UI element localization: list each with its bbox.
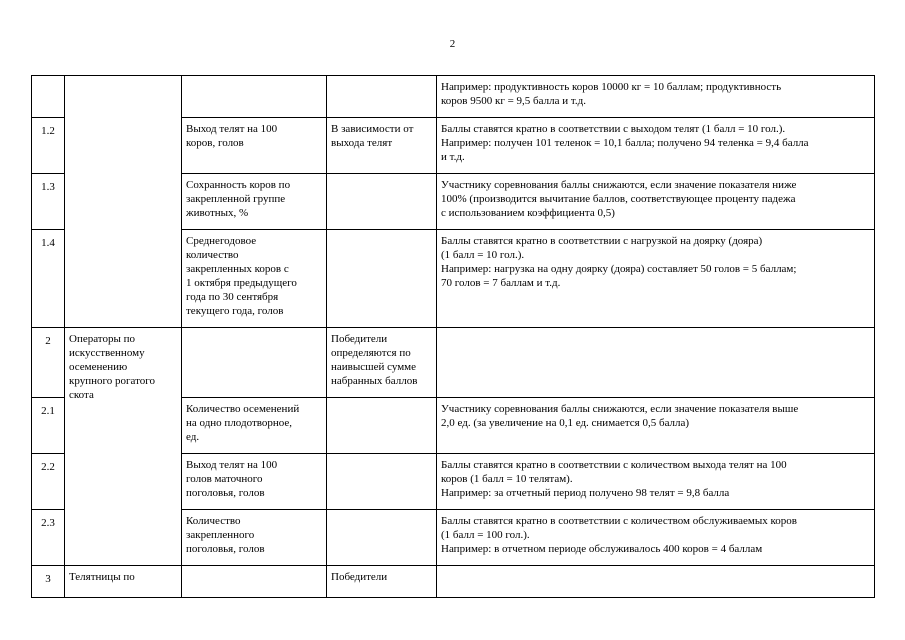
parameter-line: закрепленной группе <box>186 193 286 205</box>
note-cell <box>437 230 875 328</box>
parameter-cell <box>182 398 327 454</box>
evaluation-line: В зависимости от <box>331 123 414 135</box>
note-line: (1 балл = 10 гол.). <box>441 249 525 261</box>
parameter-line: Количество <box>186 515 241 527</box>
evaluation-line: определяются по <box>331 347 411 359</box>
evaluation-cell <box>327 230 437 328</box>
row-number-cell: 2.2 <box>32 454 65 510</box>
nomination-line: крупного рогатого <box>69 375 155 387</box>
evaluation-line: набранных баллов <box>331 375 418 387</box>
parameter-line: животных, % <box>186 207 249 219</box>
nomination-line: Операторы по <box>69 333 135 345</box>
evaluation-line: наивысшей сумме <box>331 361 417 373</box>
parameter-line: текущего года, голов <box>186 305 284 317</box>
nomination-line: скота <box>69 389 94 401</box>
note-cell <box>437 454 875 510</box>
parameter-line: года по 30 сентября <box>186 291 279 303</box>
parameter-cell <box>182 454 327 510</box>
parameter-line: Выход телят на 100 <box>186 123 278 135</box>
parameter-line: на одно плодотворное, <box>186 417 293 429</box>
row-number-cell: 2.3 <box>32 510 65 566</box>
table-row <box>32 76 875 118</box>
note-line: с использованием коэффициента 0,5) <box>441 207 615 219</box>
parameter-cell <box>182 174 327 230</box>
parameter-cell <box>182 76 327 118</box>
evaluation-cell <box>327 76 437 118</box>
evaluation-line: Победители <box>331 333 388 345</box>
table-row <box>32 328 875 398</box>
note-cell <box>437 174 875 230</box>
parameter-line: поголовья, голов <box>186 487 265 499</box>
note-line: 70 голов = 7 баллам и т.д. <box>441 277 561 289</box>
table-row <box>32 566 875 598</box>
nomination-line: Телятницы по <box>69 571 135 583</box>
evaluation-line: Победители <box>331 571 388 583</box>
parameter-cell <box>182 328 327 398</box>
note-line: Баллы ставятся кратно в соответствии с количеством выхода телят на 100 <box>441 459 787 471</box>
note-line: Например: получен 101 теленок = 10,1 балла; получено 94 теленка = 9,4 балла <box>441 137 809 149</box>
evaluation-cell <box>327 398 437 454</box>
note-cell <box>437 566 875 598</box>
note-line: Например: нагрузка на одну доярку (дояра) составляет 50 голов = 5 баллам; <box>441 263 797 275</box>
note-line: Участнику соревнования баллы снижаются, если значение показателя выше <box>441 403 799 415</box>
row-number-cell: 1.4 <box>32 230 65 328</box>
nomination-cell <box>65 566 182 598</box>
parameter-line: закрепленного <box>186 529 255 541</box>
row-number-cell: 1.2 <box>32 118 65 174</box>
note-line: Баллы ставятся кратно в соответствии с нагрузкой на доярку (дояра) <box>441 235 763 247</box>
evaluation-cell <box>327 510 437 566</box>
evaluation-cell <box>327 118 437 174</box>
parameter-line: коров, голов <box>186 137 244 149</box>
evaluation-cell <box>327 174 437 230</box>
evaluation-cell <box>327 328 437 398</box>
parameter-line: Количество осеменений <box>186 403 300 415</box>
page-number: 2 <box>449 38 456 50</box>
parameter-cell <box>182 566 327 598</box>
note-line: Например: продуктивность коров 10000 кг = 10 баллам; продуктивность <box>441 81 782 93</box>
parameter-line: количество <box>186 249 239 261</box>
parameter-cell <box>182 230 327 328</box>
note-cell <box>437 328 875 398</box>
nomination-cell <box>65 76 182 328</box>
note-line: Баллы ставятся кратно в соответствии с выходом телят (1 балл = 10 гол.). <box>441 123 786 135</box>
row-number-cell: 2.1 <box>32 398 65 454</box>
parameter-line: поголовья, голов <box>186 543 265 555</box>
note-cell <box>437 76 875 118</box>
evaluation-cell <box>327 566 437 598</box>
row-number-cell: 3 <box>32 566 65 598</box>
note-line: Например: в отчетном периоде обслуживалось 400 коров = 4 баллам <box>441 543 763 555</box>
note-line: 2,0 ед. (за увеличение на 0,1 ед. снимается 0,5 балла) <box>441 417 690 429</box>
note-line: Например: за отчетный период получено 98 телят = 9,8 балла <box>441 487 730 499</box>
criteria-table <box>31 75 875 598</box>
parameter-line: Среднегодовое <box>186 235 257 247</box>
nomination-line: осеменению <box>69 361 128 373</box>
note-line: коров 9500 кг = 9,5 балла и т.д. <box>441 95 586 107</box>
parameter-line: Сохранность коров по <box>186 179 291 191</box>
evaluation-cell <box>327 454 437 510</box>
note-cell <box>437 510 875 566</box>
parameter-line: Выход телят на 100 <box>186 459 278 471</box>
row-number-cell <box>32 76 65 118</box>
note-line: Участнику соревнования баллы снижаются, если значение показателя ниже <box>441 179 797 191</box>
note-line: Баллы ставятся кратно в соответствии с количеством обслуживаемых коров <box>441 515 797 527</box>
parameter-line: ед. <box>186 431 200 443</box>
note-cell <box>437 398 875 454</box>
nomination-line: искусственному <box>69 347 145 359</box>
note-cell <box>437 118 875 174</box>
row-number-cell: 1.3 <box>32 174 65 230</box>
parameter-cell <box>182 510 327 566</box>
row-number-cell: 2 <box>32 328 65 398</box>
parameter-cell <box>182 118 327 174</box>
parameter-line: голов маточного <box>186 473 263 485</box>
evaluation-line: выхода телят <box>331 137 393 149</box>
note-line: и т.д. <box>441 151 465 163</box>
note-line: коров (1 балл = 10 телятам). <box>441 473 573 485</box>
note-line: (1 балл = 100 гол.). <box>441 529 530 541</box>
parameter-line: закрепленных коров с <box>186 263 289 275</box>
note-line: 100% (производится вычитание баллов, соответствующее проценту падежа <box>441 193 796 205</box>
nomination-cell <box>65 328 182 566</box>
parameter-line: 1 октября предыдущего <box>186 277 297 289</box>
